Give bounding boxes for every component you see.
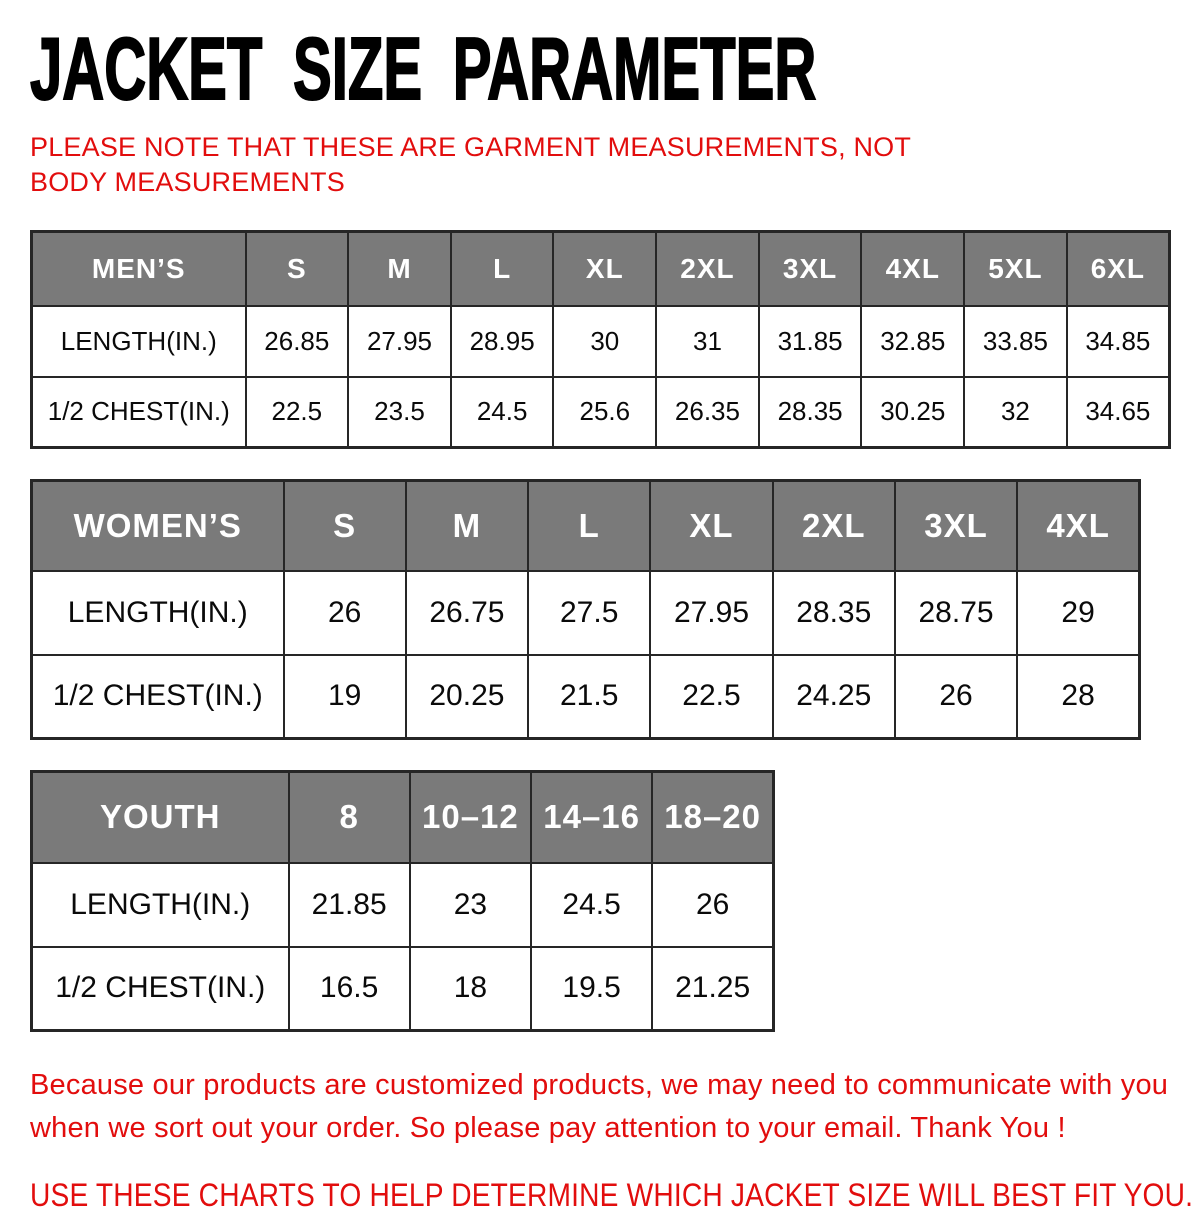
table-group-header: WOMEN’S (32, 481, 284, 571)
row-label-cell: 1/2 CHEST(IN.) (32, 377, 246, 448)
size-header-cell: 3XL (895, 481, 1017, 571)
womens-size-table-section (30, 479, 1170, 740)
size-header-cell: 4XL (1017, 481, 1139, 571)
size-header-cell: 2XL (773, 481, 895, 571)
table-row (32, 377, 1170, 448)
size-value-cell: 23.5 (348, 377, 451, 448)
size-value-cell: 16.5 (289, 947, 410, 1031)
mens-size-table-section (30, 230, 1170, 449)
size-header-row (32, 772, 774, 863)
row-label-cell: LENGTH(IN.) (32, 306, 246, 377)
size-header-cell: S (284, 481, 406, 571)
size-header-row (32, 232, 1170, 306)
size-value-cell: 21.25 (652, 947, 773, 1031)
size-value-cell: 27.95 (650, 571, 772, 655)
size-value-cell: 22.5 (246, 377, 349, 448)
size-value-cell: 27.95 (348, 306, 451, 377)
size-header-row (32, 481, 1140, 571)
size-value-cell: 30.25 (861, 377, 964, 448)
row-label-cell: LENGTH(IN.) (32, 863, 289, 947)
size-value-cell: 28 (1017, 655, 1139, 739)
size-value-cell: 18 (410, 947, 531, 1031)
size-header-cell: 5XL (964, 232, 1067, 306)
mens-size-table (30, 230, 1171, 449)
size-value-cell: 31.85 (759, 306, 862, 377)
size-value-cell: 34.65 (1067, 377, 1170, 448)
row-label-cell: 1/2 CHEST(IN.) (32, 947, 289, 1031)
size-header-cell: 14–16 (531, 772, 652, 863)
youth-size-table (30, 770, 775, 1032)
size-value-cell: 24.5 (531, 863, 652, 947)
fit-advice-line: USE THESE CHARTS TO HELP DETERMINE WHICH JACKET SIZE WILL BEST FIT YOU. (30, 1177, 1194, 1214)
size-value-cell: 25.6 (553, 377, 656, 448)
size-value-cell: 22.5 (650, 655, 772, 739)
size-value-cell: 20.25 (406, 655, 528, 739)
size-value-cell: 31 (656, 306, 759, 377)
table-group-header: MEN’S (32, 232, 246, 306)
size-header-cell: 6XL (1067, 232, 1170, 306)
size-value-cell: 32.85 (861, 306, 964, 377)
page-title: JACKET SIZE PARAMETER (30, 19, 817, 118)
size-header-cell: 18–20 (652, 772, 773, 863)
size-value-cell: 28.35 (759, 377, 862, 448)
size-header-cell: 10–12 (410, 772, 531, 863)
size-value-cell: 26.35 (656, 377, 759, 448)
size-value-cell: 30 (553, 306, 656, 377)
size-value-cell: 26 (284, 571, 406, 655)
size-value-cell: 26.85 (246, 306, 349, 377)
size-value-cell: 34.85 (1067, 306, 1170, 377)
size-value-cell: 28.35 (773, 571, 895, 655)
size-value-cell: 28.75 (895, 571, 1017, 655)
size-value-cell: 33.85 (964, 306, 1067, 377)
size-header-cell: 4XL (861, 232, 964, 306)
table-row (32, 571, 1140, 655)
size-header-cell: M (348, 232, 451, 306)
size-header-cell: L (451, 232, 554, 306)
size-header-cell: M (406, 481, 528, 571)
size-header-cell: 3XL (759, 232, 862, 306)
garment-measurement-note: PLEASE NOTE THAT THESE ARE GARMENT MEASUREMENTS, NOT BODY MEASUREMENTS (30, 132, 911, 198)
size-value-cell: 19 (284, 655, 406, 739)
youth-size-table-section (30, 770, 1170, 1032)
size-value-cell: 23 (410, 863, 531, 947)
size-value-cell: 29 (1017, 571, 1139, 655)
size-header-cell: 2XL (656, 232, 759, 306)
table-group-header: YOUTH (32, 772, 289, 863)
size-value-cell: 24.5 (451, 377, 554, 448)
table-row (32, 306, 1170, 377)
womens-size-table (30, 479, 1141, 740)
size-header-cell: XL (650, 481, 772, 571)
page-title-wrap (30, 19, 1170, 118)
row-label-cell: LENGTH(IN.) (32, 571, 284, 655)
size-value-cell: 26 (895, 655, 1017, 739)
row-label-cell: 1/2 CHEST(IN.) (32, 655, 284, 739)
size-header-cell: S (246, 232, 349, 306)
customization-notice: Because our products are customized products, we may need to communicate with you when we sort out your order. So please pay attention to your email. Thank You ! (30, 1069, 1169, 1144)
size-value-cell: 21.85 (289, 863, 410, 947)
size-value-cell: 28.95 (451, 306, 554, 377)
table-row (32, 947, 774, 1031)
size-header-cell: L (528, 481, 650, 571)
size-value-cell: 24.25 (773, 655, 895, 739)
table-row (32, 863, 774, 947)
size-value-cell: 21.5 (528, 655, 650, 739)
size-header-cell: XL (553, 232, 656, 306)
size-value-cell: 32 (964, 377, 1067, 448)
size-value-cell: 19.5 (531, 947, 652, 1031)
size-value-cell: 26.75 (406, 571, 528, 655)
size-value-cell: 26 (652, 863, 773, 947)
table-row (32, 655, 1140, 739)
size-header-cell: 8 (289, 772, 410, 863)
size-value-cell: 27.5 (528, 571, 650, 655)
